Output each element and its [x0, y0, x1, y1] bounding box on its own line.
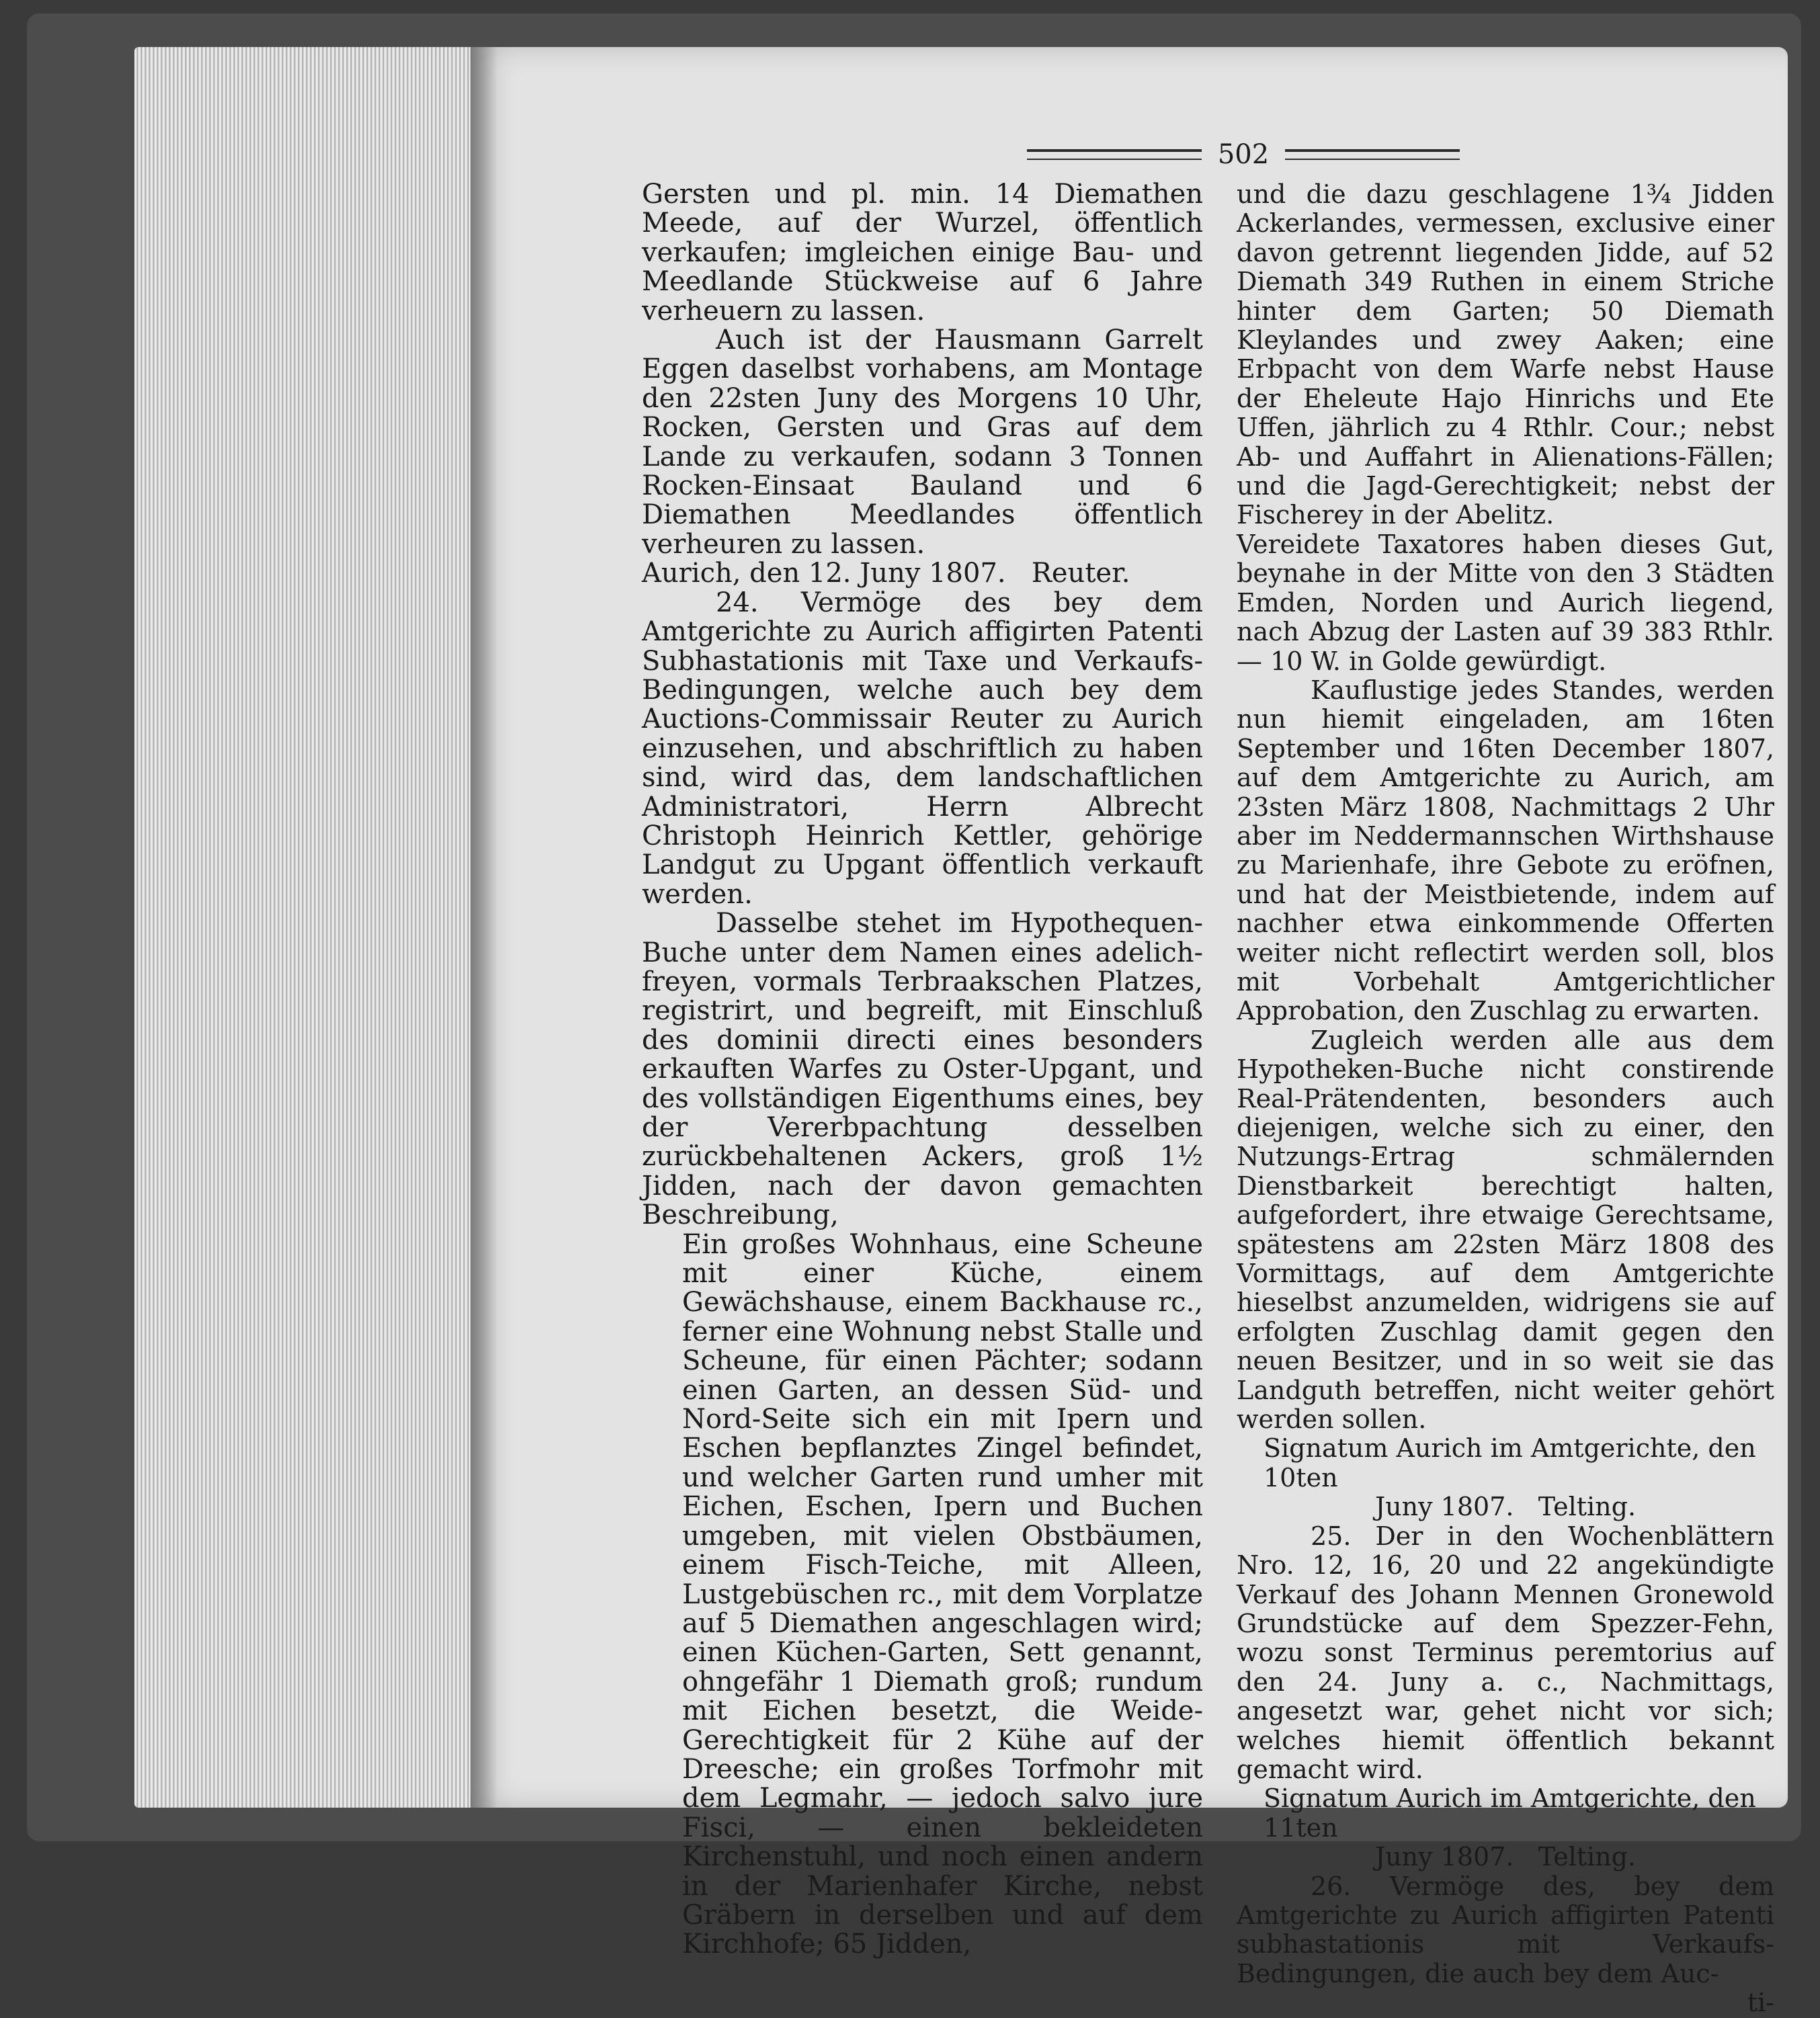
- paragraph: Dasselbe stehet im Hypothequen-Buche unter dem Namen eines adelich-freyen, vormals Terbraakschen Platzes, registrirt, und begreift, mit Einschluß des dominii directi eines besonders erkauften Warfes zu Oster-Upgant, und des vollständigen Eigenthums eines, bey der Vererbpachtung desselben zurückbehaltenen Ackers, groß 1½ Jidden, nach der davon gemachten Beschreibung,: [642, 908, 1203, 1231]
- right-column: [1237, 180, 1774, 2018]
- paragraph: 26. Vermöge des, bey dem Amtgerichte zu Aurich affigirten Patenti subhastationis mit Verkaufs-Bedingungen, die auch bey dem Auc-: [1237, 1871, 1774, 1988]
- paragraph: Vereidete Taxatores haben dieses Gut, beynahe in der Mitte von den 3 Städten Emden, Norden und Aurich liegend, nach Abzug der Lasten auf 39 383 Rthlr. — 10 W. in Golde gewürdigt.: [1237, 529, 1774, 676]
- paragraph: Ein großes Wohnhaus, eine Scheune mit einer Küche, einem Gewächshause, einem Backhause rc., ferner eine Wohnung nebst Stalle und Scheune, für einen Pächter; sodann einen Garten, an dessen Süd- und Nord-Seite sich ein mit Ipern und Eschen bepflanztes Zingel befindet, und welcher Garten rund umher mit Eichen, Eschen, Ipern und Buchen umgeben, mit vielen Obstbäumen, einem Fisch-Teiche, mit Alleen, Lustgebüschen rc., mit dem Vorplatze auf 5 Diemathen angeschlagen wird; einen Küchen-Garten, Sett genannt, ohngefähr 1 Diemath groß; rundum mit Eichen besetzt, die Weide-Gerechtigkeit für 2 Kühe auf der Dreesche; ein großes Torfmohr mit dem Legmahr, — jedoch salvo jure Fisci, — einen bekleideten Kirchenstuhl, und noch einen andern in der Marienhafer Kirche, nebst Gräbern in derselben und auf dem Kirchhofe; 65 Jidden,: [682, 1228, 1203, 1960]
- signature-line: Signatum Aurich im Amtgerichte, den 11ten: [1264, 1783, 1756, 1843]
- paragraph: Gersten und pl. min. 14 Diemathen Meede, auf der Wurzel, öffentlich verkaufen; imgleichen einige Bau- und Meedlande Stückweise auf 6 Jahre verheuern zu lassen.: [642, 179, 1203, 327]
- paragraph: 24. Vermöge des bey dem Amtgerichte zu Aurich affigirten Patenti Subhastationis mit Taxe und Verkaufs-Bedingungen, welche auch bey dem Auctions-Commissair Reuter zu Aurich einzusehen, und abschriftlich zu haben sind, wird das, dem landschaftlichen Administratori, Herrn Albrecht Christoph Heinrich Kettler, gehörige Landgut zu Upgant öffentlich verkauft werden.: [642, 587, 1203, 910]
- paragraph: und die dazu geschlagene 1¾ Jidden Ackerlandes, vermessen, exclusive einer davon getrennt liegenden Jidde, auf 52 Diemath 349 Ruthen in einem Striche hinter dem Garten; 50 Diemath Kleylandes und zwey Aaken; eine Erbpacht von dem Warfe nebst Hause der Eheleute Hajo Hinrichs und Ete Uffen, jährlich zu 4 Rthlr. Cour.; nebst Ab- und Auffahrt in Alienations-Fällen; und die Jagd-Gerechtigkeit; nebst der Fischerey in der Abelitz.: [1237, 179, 1774, 530]
- signature-line: Juny 1807. Telting.: [1374, 1492, 1637, 1522]
- header-rule-right: [1285, 149, 1460, 160]
- page-header: [1008, 138, 1479, 171]
- catchword: ti-: [1747, 1988, 1774, 2018]
- signature-line: Signatum Aurich im Amtgerichte, den 10ten: [1264, 1433, 1756, 1493]
- paragraph: Auch ist der Hausmann Garrelt Eggen daselbst vorhabens, am Montage den 22sten Juny des Morgens 10 Uhr, Rocken, Gersten und Gras auf dem Lande zu verkaufen, sodann 3 Tonnen Rocken-Einsaat Bauland und 6 Diemathen Meedlandes öffentlich verheuren zu lassen.: [642, 325, 1203, 560]
- header-rule-left: [1027, 149, 1202, 160]
- signature-line: Aurich, den 12. Juny 1807. Reuter.: [642, 558, 1130, 589]
- page-number: 502: [1217, 139, 1270, 170]
- left-column: [642, 180, 1203, 1960]
- gutter-shadow: [470, 47, 497, 1808]
- page-edges: [134, 47, 497, 1808]
- signature-line: Juny 1807. Telting.: [1374, 1842, 1637, 1872]
- paragraph: 25. Der in den Wochenblättern Nro. 12, 16, 20 und 22 angekündigte Verkauf des Johann Mennen Gronewold Grundstücke auf dem Spezzer-Fehn, wozu sonst Terminus peremtorius auf den 24. Juny a. c., Nachmittags, angesetzt war, gehet nicht vor sich; welches hiemit öffentlich bekannt gemacht wird.: [1237, 1521, 1774, 1784]
- paragraph: Zugleich werden alle aus dem Hypotheken-Buche nicht constirende Real-Prätendenten, besonders auch diejenigen, welche sich zu einer, den Nutzungs-Ertrag schmälernden Dienstbarkeit berechtigt halten, aufgefordert, ihre etwaige Gerechtsame, spätestens am 22sten März 1808 des Vormittags, auf dem Amtgerichte hieselbst anzumelden, widrigens sie auf erfolgten Zuschlag damit gegen den neuen Besitzer, und in so weit sie das Landguth betreffen, nicht weiter gehört werden sollen.: [1237, 1025, 1774, 1435]
- paragraph: Kauflustige jedes Standes, werden nun hiemit eingeladen, am 16ten September und 16ten December 1807, auf dem Amtgerichte zu Aurich, am 23sten März 1808, Nachmittags 2 Uhr aber im Neddermannschen Wirthshause zu Marienhafe, ihre Gebote zu eröfnen, und hat der Meistbietende, indem auf nachher etwa einkommende Offerten weiter nicht reflectirt werden soll, blos mit Vorbehalt Amtgerichtlicher Approbation, den Zuschlag zu erwarten.: [1237, 675, 1774, 1026]
